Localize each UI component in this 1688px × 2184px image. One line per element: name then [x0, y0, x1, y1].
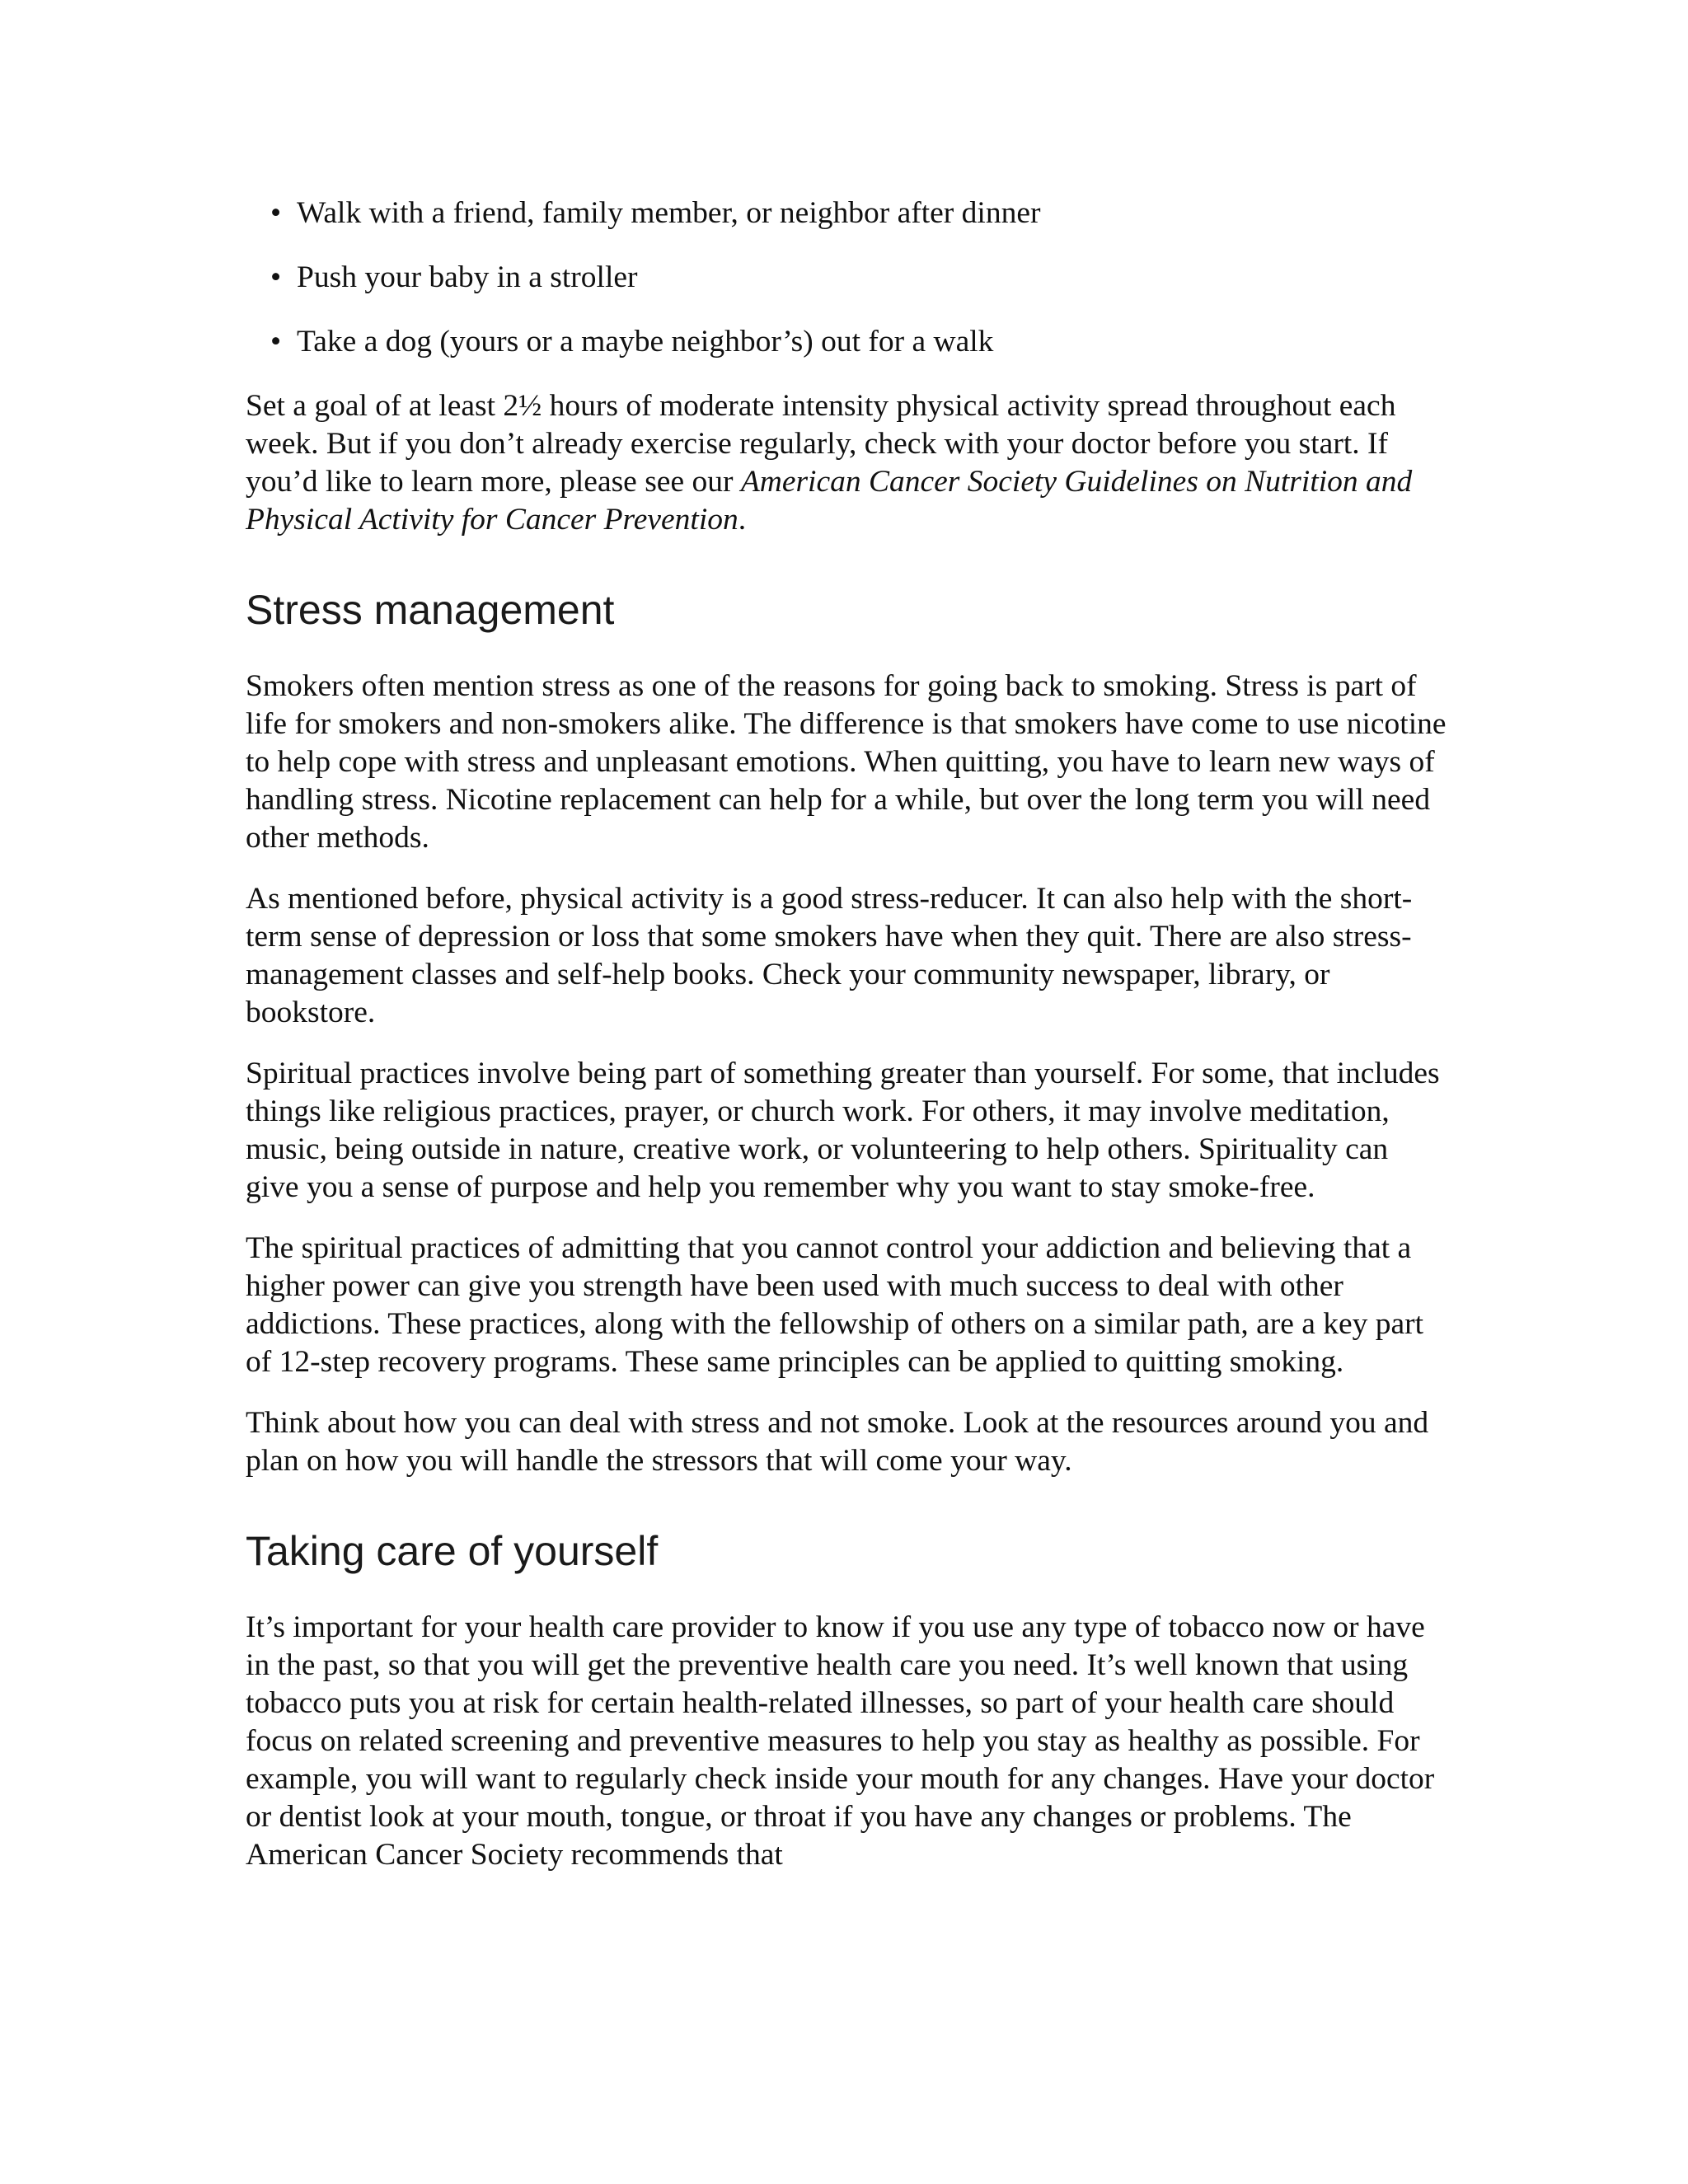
paragraph: As mentioned before, physical activity is a good stress-reducer. It can also help with the short-term sense of depression or loss that some smokers have when they quit. There are also stress-management classes and self-help books. Check your community newspaper, library, or bookstore. [246, 882, 1413, 1029]
paragraph-text: . [738, 503, 747, 537]
activity-bullet-list [246, 194, 1449, 361]
paragraph-text: Set a goal of at least 2½ hours of moderate intensity physical activity spread throughout each week. But if you don’t already exercise regularly, check with your doctor before you start. If you’d like to learn more, please see our [246, 389, 1396, 499]
section-stress-management [246, 585, 1449, 1480]
list-item [246, 323, 1449, 361]
bullet-text: Take a dog (yours or a maybe neighbor’s) out for a walk [297, 325, 994, 359]
paragraph: Spiritual practices involve being part of something greater than yourself. For some, that includes things like religious practices, prayer, or church work. For others, it may involve meditation, music, being outside in nature, creative work, or volunteering to help others. Spirituality can give you a sense of purpose and help you remember why you want to stay smoke-free. [246, 1057, 1440, 1204]
paragraph: Think about how you can deal with stress and not smoke. Look at the resources around you and plan on how you will handle the stressors that will come your way. [246, 1406, 1429, 1478]
section-heading: Taking care of yourself [246, 1528, 659, 1574]
paragraph: Smokers often mention stress as one of the reasons for going back to smoking. Stress is part of life for smokers and non-smokers alike. The difference is that smokers have come to use nicotine to help cope with stress and unpleasant emotions. When quitting, you have to learn new ways of handling stress. Nicotine replacement can help for a while, but over the long term you will need other methods. [246, 669, 1447, 855]
list-item [246, 194, 1449, 232]
bullet-icon: • [270, 196, 282, 230]
page-content [246, 194, 1449, 1897]
section-taking-care-of-yourself [246, 1526, 1449, 1874]
paragraph: It’s important for your health care provider to know if you use any type of tobacco now or have in the past, so that you will get the preventive health care you need. It’s well known that using tobacco puts you at risk for certain health-related illnesses, so part of your health care should focus on related screening and preventive measures to help you stay as healthy as possible. For example, you will want to regularly check inside your mouth for any changes. Have your doctor or dentist look at your mouth, tongue, or throat if you have any changes or problems. The American Cancer Society recommends that [246, 1610, 1435, 1872]
bullet-icon: • [270, 325, 282, 359]
bullet-text: Push your baby in a stroller [297, 260, 638, 294]
list-item [246, 259, 1449, 297]
section-heading: Stress management [246, 587, 615, 633]
bullet-text: Walk with a friend, family member, or neighbor after dinner [297, 196, 1041, 230]
activity-goal-paragraph [246, 387, 1449, 539]
bullet-icon: • [270, 260, 282, 294]
guidelines-title: American Cancer Society Guidelines on Nutrition and Physical Activity for Cancer Prevention [246, 465, 1413, 537]
paragraph: The spiritual practices of admitting that you cannot control your addiction and believing that a higher power can give you strength have been used with much success to deal with other addictions. These practices, along with the fellowship of others on a similar path, are a key part of 12-step recovery programs. These same principles can be applied to quitting smoking. [246, 1231, 1424, 1379]
